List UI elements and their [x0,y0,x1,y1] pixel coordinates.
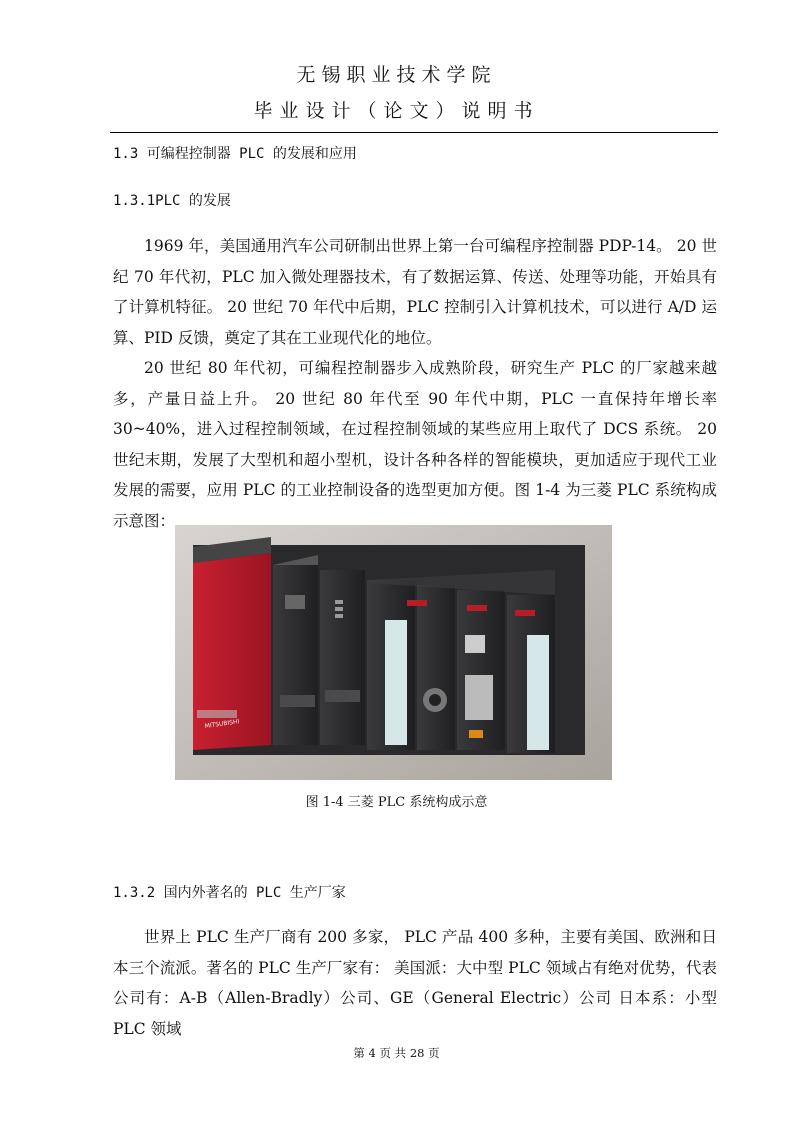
school-name: 无锡职业技术学院 [296,64,497,86]
document-title: 毕业设计（论文）说明书 [253,100,540,122]
plc-system-photo [175,525,612,780]
page-number: 第 4 页 共 28 页 [353,1046,440,1060]
mitsubishi-logo: MITSUBISHI [204,718,240,730]
body-text-1-3-1 [113,231,717,536]
paragraph: 世界上 PLC 生产厂商有 200 多家， PLC 产品 400 多种，主要有美国、欧洲和日本三个流派。著名的 PLC 生产厂家有： 美国派：大中型 PLC 领域占有绝对优势，代表公司有：A-B（Allen-Bradly）公司、GE（General Electric）公司 日本系：小型 PLC 领域 [113,928,717,1038]
figure-caption: 图 1-4 三菱 PLC 系统构成示意 [305,795,488,810]
paragraph: 20 世纪 80 年代初，可编程控制器步入成熟阶段，研究生产 PLC 的厂家越来越多，产量日益上升。 20 世纪 80 年代至 90 年代中期，PLC 一直保持年增长率 30~40%，进入过程控制领域，在过程控制领域的某些应用上取代了 DCS 系统。 20 世纪末期，发展了大型机和超小型机，设计各种各样的智能模块，更加适应于现代工业发展的需要，应用 PLC 的工业控制设备的选型更加方便。图 1-4 为三菱 PLC 系统构成示意图： [113,359,717,530]
section-heading-1-3: 1.3 可编程控制器 PLC 的发展和应用 [113,146,357,162]
section-heading-1-3-1: 1.3.1PLC 的发展 [113,193,231,209]
header-rule [110,132,718,133]
paragraph: 1969 年，美国通用汽车公司研制出世界上第一台可编程序控制器 PDP-14。 20 世纪 70 年代初，PLC 加入微处理器技术，有了数据运算、传送、处理等功能，开始具有了计算机特征。 20 世纪 70 年代中后期，PLC 控制引入计算机技术，可以进行 A/D 运算、PID 反馈，奠定了其在工业现代化的地位。 [113,237,717,347]
section-heading-1-3-2: 1.3.2 国内外著名的 PLC 生产厂家 [113,885,346,901]
body-text-1-3-2 [113,922,717,1044]
